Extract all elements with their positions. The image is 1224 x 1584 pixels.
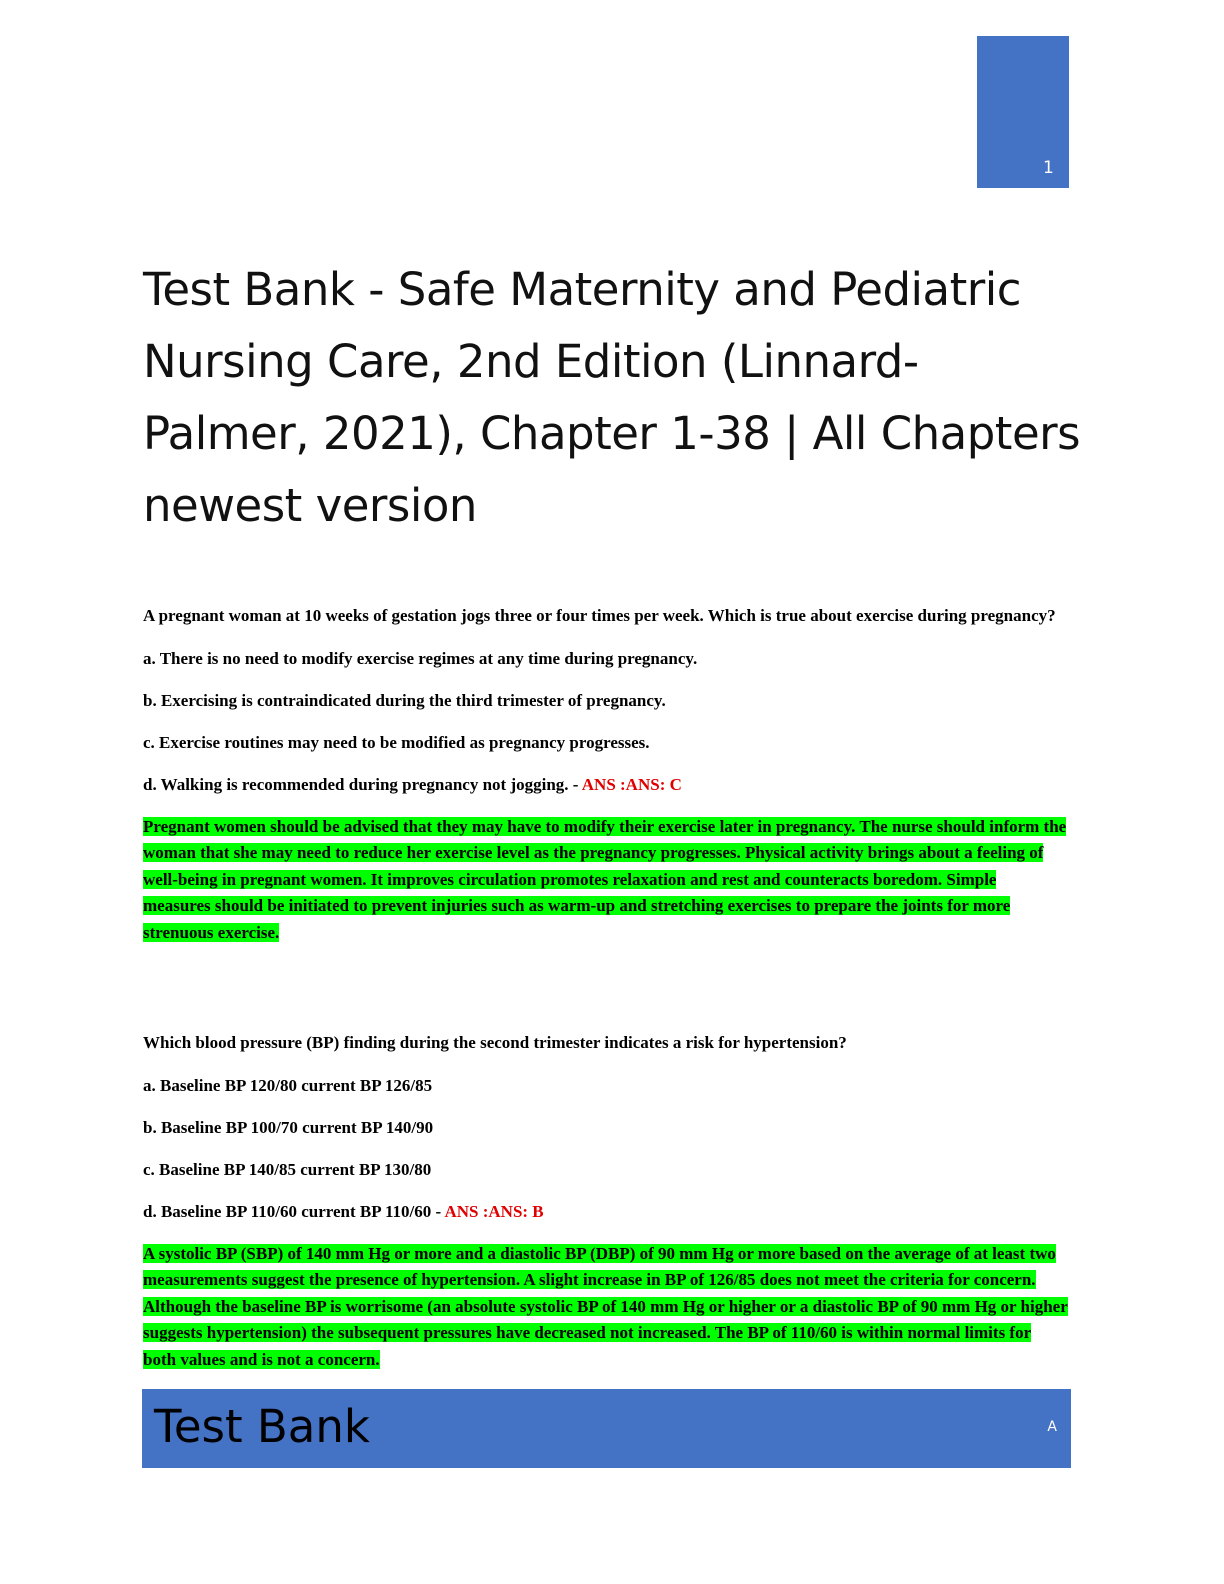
rationale-text: Pregnant women should be advised that they may have to modify their exercise later in pregnancy. The nurse should inform the woman that she may need to reduce her exercise level as the pregnancy progresses. Physical activity brings about a feeling of well-being in pregnant women. It improves circulation promotes relaxation and rest and counteracts boredom. Simple measures should be initiated to prevent injuries such as warm-up and stretching exercises to prepare the joints for more strenuous exercise. xyxy=(143,816,1067,942)
question-stem: A pregnant woman at 10 weeks of gestation jogs three or four times per week. Which is true about exercise during pregnancy? xyxy=(143,606,1056,625)
rationale xyxy=(143,814,1068,947)
option-d: d. Baseline BP 110/60 current BP 110/60 - xyxy=(143,1201,445,1221)
option-b: b. Exercising is contraindicated during the third trimester of pregnancy. xyxy=(143,690,666,710)
page-number: 1 xyxy=(1043,158,1054,178)
page-number-box xyxy=(977,36,1069,188)
footer-title: Test Bank xyxy=(154,1400,370,1453)
rationale xyxy=(143,1241,1068,1374)
option-a: a. There is no need to modify exercise regimes at any time during pregnancy. xyxy=(143,648,698,668)
rationale-text: A systolic BP (SBP) of 140 mm Hg or more and a diastolic BP (DBP) of 90 mm Hg or more based on the average of at least two measurements suggest the presence of hypertension. A slight increase in BP of 126/85 does not meet the criteria for concern. Although the baseline BP is worrisome (an absolute systolic BP of 140 mm Hg or higher or a diastolic BP of 90 mm Hg or higher suggests hypertension) the subsequent pressures have decreased not increased. The BP of 110/60 is within normal limits for both values and is not a concern. xyxy=(143,1243,1068,1369)
option-d-line xyxy=(143,772,1068,798)
question-block-2 xyxy=(143,1030,1068,1373)
document-title: Test Bank - Safe Maternity and Pediatric Nursing Care, 2nd Edition (Linnard-Palmer, 2021), Chapter 1-38 | All Chapters newest version xyxy=(143,263,1081,532)
option-c: c. Baseline BP 140/85 current BP 130/80 xyxy=(143,1159,432,1179)
question-stem: Which blood pressure (BP) finding during the second trimester indicates a risk for hypertension? xyxy=(143,1033,847,1052)
option-a: a. Baseline BP 120/80 current BP 126/85 xyxy=(143,1075,433,1095)
option-b: b. Baseline BP 100/70 current BP 140/90 xyxy=(143,1117,434,1137)
answer-key: ANS :ANS: C xyxy=(581,774,682,794)
footer-bar xyxy=(142,1389,1071,1468)
option-d-line xyxy=(143,1199,1068,1225)
option-c: c. Exercise routines may need to be modified as pregnancy progresses. xyxy=(143,732,650,752)
footer-letter: A xyxy=(1047,1419,1057,1435)
question-block-1 xyxy=(143,603,1068,946)
option-d: d. Walking is recommended during pregnancy not jogging. - xyxy=(143,774,582,794)
answer-key: ANS :ANS: B xyxy=(444,1201,544,1221)
